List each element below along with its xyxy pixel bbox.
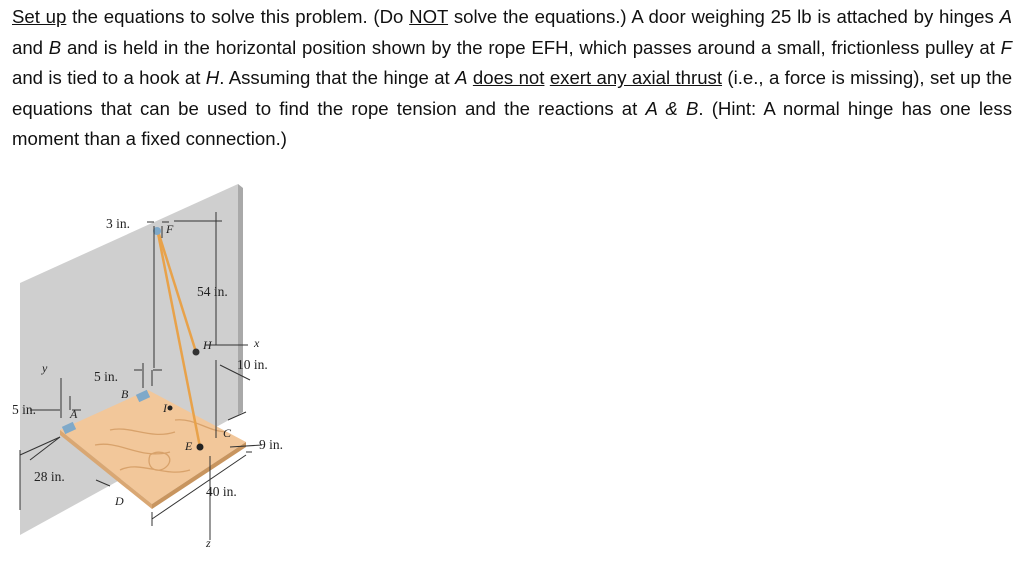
dim-3in: 3 in. bbox=[106, 216, 131, 231]
dim-10in: 10 in. bbox=[237, 357, 268, 372]
label-h: H bbox=[203, 338, 212, 352]
text-run: and bbox=[12, 36, 49, 58]
dim-5in-top: 5 in. bbox=[94, 369, 119, 384]
hook-h-ref: H bbox=[205, 67, 220, 89]
dim-40in: 40 in. bbox=[206, 484, 237, 499]
does-not-emphasis: does not bbox=[472, 67, 545, 89]
point-i bbox=[168, 406, 173, 411]
label-d: D bbox=[115, 494, 124, 508]
text-run: and is tied to a hook at bbox=[12, 67, 206, 89]
hinge-a-ref: A bbox=[999, 6, 1012, 27]
label-c: C bbox=[223, 426, 232, 440]
axial-thrust-emphasis: exert any axial thrust bbox=[549, 67, 723, 89]
text-run: . (Hint: A normal hinge has one less moment than a fixed connection.) bbox=[12, 97, 1012, 150]
point-e bbox=[197, 444, 204, 451]
pulley-f-ref: F bbox=[1000, 36, 1012, 58]
dim-54in: 54 in. bbox=[197, 284, 228, 299]
axis-x: x bbox=[254, 336, 260, 350]
text-run: solve the equations.) A door weighing 25 lb is attached by hinges bbox=[448, 6, 1000, 27]
hinge-b-ref: B bbox=[48, 36, 62, 58]
dim-9in: 9 in. bbox=[259, 437, 284, 452]
text-run: and is held in the horizontal position shown by the rope EFH, which passes around a small, frictionless pulley at bbox=[61, 36, 1001, 58]
dim-5in-left: 5 in. bbox=[12, 402, 37, 417]
label-e: E bbox=[185, 439, 193, 453]
label-b: B bbox=[121, 387, 129, 401]
setup-emphasis: Set up bbox=[12, 6, 67, 27]
text-run: the equations to solve this problem. (Do bbox=[66, 6, 410, 27]
text-run: . Assuming that the hinge at bbox=[219, 67, 456, 89]
hook-h bbox=[193, 349, 200, 356]
not-emphasis: NOT bbox=[409, 6, 449, 27]
label-i: I bbox=[163, 401, 167, 415]
dim-28in: 28 in. bbox=[34, 469, 65, 484]
label-f: F bbox=[166, 222, 174, 236]
axis-y: y bbox=[42, 361, 48, 375]
wall-edge bbox=[238, 184, 243, 415]
hinge-a-ref: A bbox=[455, 67, 468, 89]
axis-z: z bbox=[206, 536, 211, 550]
text-run: (i.e., a force is missing), set up the equations that can be used to find the rope tension and the reactions at bbox=[12, 67, 1013, 119]
label-a: A bbox=[70, 407, 78, 421]
reactions-ref: A & B bbox=[645, 97, 699, 119]
